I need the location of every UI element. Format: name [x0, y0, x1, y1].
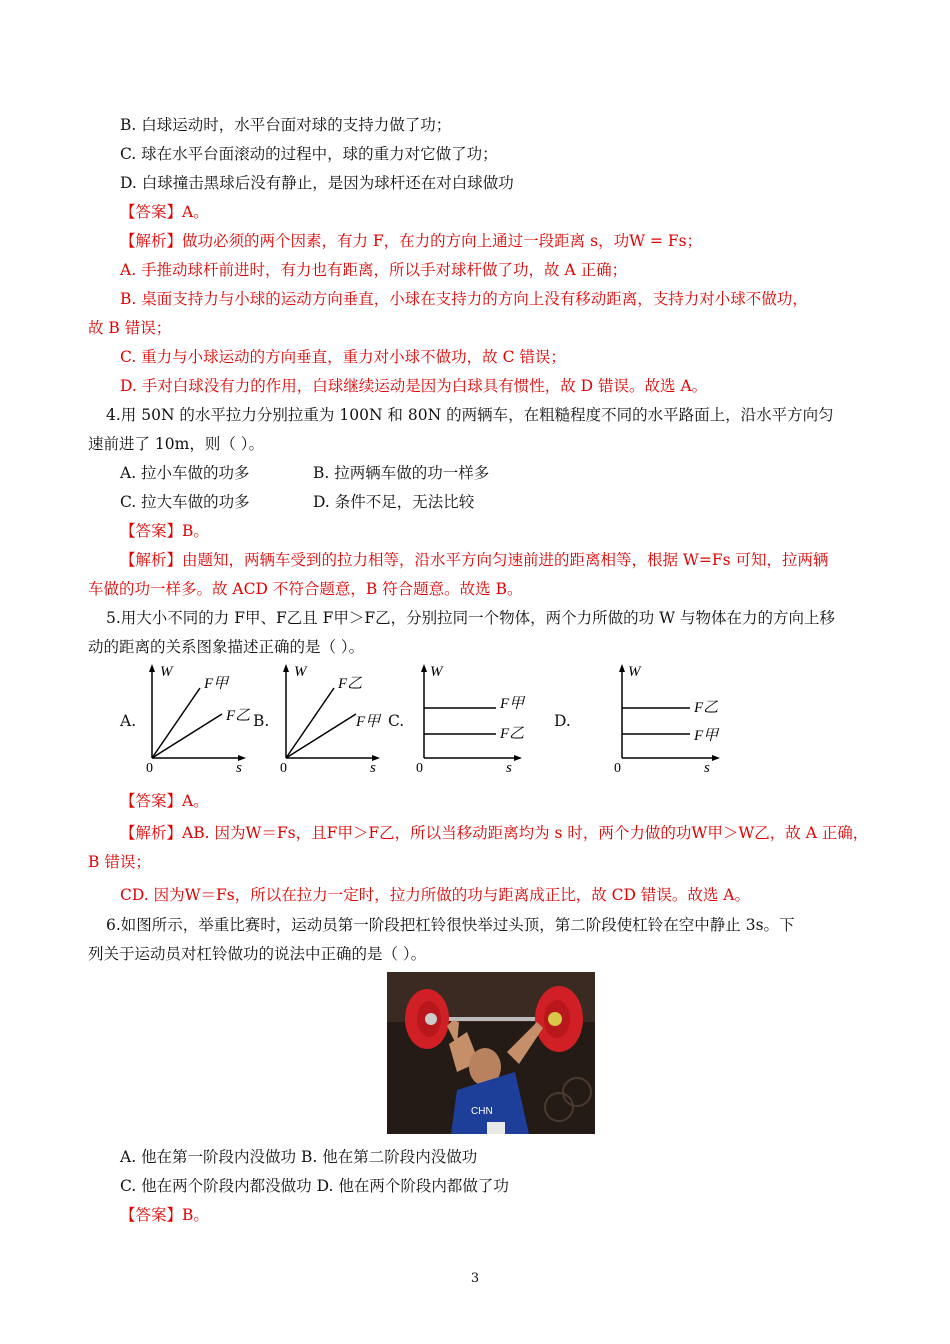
weightlifter-photo	[387, 972, 595, 1134]
graph-d-origin: 0	[614, 761, 621, 774]
q4-explanation-cont: 车做的功一样多。故 ACD 不符合题意，B 符合题意。故选 B。	[88, 580, 523, 598]
graph-c	[410, 662, 534, 774]
q6-stem: 6.如图所示，举重比赛时，运动员第一阶段把杠铃很快举过头顶，第二阶段使杠铃在空中静止 3s。下	[106, 916, 795, 934]
graph-c-w-label: W	[430, 664, 443, 680]
graph-d-label: D.	[554, 712, 571, 730]
q6-answer: 【答案】B。	[120, 1206, 209, 1224]
graph-a	[142, 662, 252, 774]
graph-a-origin: 0	[146, 761, 153, 774]
graph-b-upper-label: F乙	[338, 676, 363, 692]
q3-answer: 【答案】A。	[120, 203, 209, 221]
q4-option-c: C. 拉大车做的功多	[120, 493, 250, 511]
q4-answer: 【答案】B。	[120, 522, 209, 540]
graph-a-lower-label: F乙	[226, 708, 251, 724]
q3-explanation-a: A. 手推动球杆前进时，有力也有距离，所以手对球杆做了功，故 A 正确；	[120, 261, 628, 279]
graph-c-s-label: s	[506, 760, 512, 774]
graph-b-y-arrow	[283, 664, 289, 672]
graph-c-lower-label: F乙	[500, 726, 525, 742]
q5-stem: 5.用大小不同的力 F甲、F乙且 F甲＞F乙，分别拉同一个物体，两个力所做的功 W 与物体在力的方向上移	[106, 609, 835, 627]
graph-a-upper-label: F甲	[204, 676, 229, 692]
graph-a-svg	[142, 662, 252, 774]
graph-d-x-arrow	[712, 755, 720, 761]
graph-a-s-label: s	[236, 760, 242, 774]
q4-option-a: A. 拉小车做的功多	[120, 464, 250, 482]
graph-b-w-label: W	[294, 664, 307, 680]
q3-option-d: D. 白球撞击黑球后没有静止，是因为球杆还在对白球做功	[120, 174, 514, 192]
q4-option-b: B. 拉两辆车做的功一样多	[313, 464, 490, 482]
q3-explanation-b: B. 桌面支持力与小球的运动方向垂直，小球在支持力的方向上没有移动距离，支持力对小球不做功，	[120, 290, 808, 308]
graph-a-line-lower	[152, 714, 222, 758]
weightlifter-illustration	[387, 972, 595, 1134]
graph-b-lower-label: F甲	[356, 714, 381, 730]
q3-explanation-c: C. 重力与小球运动的方向垂直，重力对小球不做功，故 C 错误；	[120, 348, 566, 366]
q5-explanation-ab-cont: B 错误；	[88, 853, 151, 871]
page-number: 3	[470, 1271, 480, 1286]
q5-answer: 【答案】A。	[120, 792, 209, 810]
graph-d-y-arrow	[619, 664, 625, 672]
graph-d-s-label: s	[704, 760, 710, 774]
graph-b-line-lower	[286, 714, 356, 758]
q5-explanation-ab: 【解析】AB. 因为W＝Fs，且F甲＞F乙，所以当移动距离均为 s 时，两个力做的功W甲＞W乙，故 A 正确，	[120, 824, 869, 842]
graph-d-w-label: W	[628, 664, 641, 680]
graph-a-label: A.	[120, 712, 137, 730]
graph-a-line-upper	[152, 688, 200, 758]
graph-d-upper-label: F乙	[694, 700, 719, 716]
q3-explanation-intro: 【解析】做功必须的两个因素，有力 F，在力的方向上通过一段距离 s，功W = Fs；	[120, 232, 703, 250]
q3-option-b: B. 白球运动时，水平台面对球的支持力做了功；	[120, 116, 452, 134]
graph-b-s-label: s	[370, 760, 376, 774]
q3-explanation-d: D. 手对白球没有力的作用，白球继续运动是因为白球具有惯性，故 D 错误。故选 A。	[120, 377, 708, 395]
q4-stem: 4.用 50N 的水平拉力分别拉重为 100N 和 80N 的两辆车，在粗糙程度不同的水平路面上，沿水平方向匀	[106, 406, 834, 424]
q5-stem-cont: 动的距离的关系图象描述正确的是（ ）。	[88, 638, 365, 656]
q3-explanation-b-cont: 故 B 错误；	[88, 319, 172, 337]
graph-a-y-arrow	[149, 664, 155, 672]
q6-option-ab: A. 他在第一阶段内没做功 B. 他在第二阶段内没做功	[120, 1148, 478, 1166]
q4-option-d: D. 条件不足，无法比较	[313, 493, 475, 511]
graph-c-origin: 0	[416, 761, 423, 774]
graph-d	[608, 662, 732, 774]
graph-b-label: B.	[253, 712, 270, 730]
q3-option-c: C. 球在水平台面滚动的过程中，球的重力对它做了功；	[120, 145, 498, 163]
graph-b-svg	[276, 662, 386, 774]
q6-stem-cont: 列关于运动员对杠铃做功的说法中正确的是（ ）。	[88, 945, 427, 963]
svg-text:CHN: CHN	[471, 1106, 493, 1117]
graph-c-upper-label: F甲	[500, 696, 525, 712]
graph-c-svg	[410, 662, 534, 774]
q5-explanation-cd: CD. 因为W＝Fs，所以在拉力一定时，拉力所做的功与距离成正比，故 CD 错误。故选 A。	[120, 886, 750, 904]
graph-c-x-arrow	[514, 755, 522, 761]
graph-d-lower-label: F甲	[694, 728, 719, 744]
graph-b-line-upper	[286, 688, 334, 758]
q4-explanation: 【解析】由题知，两辆车受到的拉力相等，沿水平方向匀速前进的距离相等，根据 W=Fs 可知，拉两辆	[120, 551, 829, 569]
graph-b-origin: 0	[280, 761, 287, 774]
graph-a-w-label: W	[160, 664, 173, 680]
graph-d-svg	[608, 662, 732, 774]
graph-b	[276, 662, 386, 774]
graph-c-y-arrow	[421, 664, 427, 672]
q6-option-cd: C. 他在两个阶段内都没做功 D. 他在两个阶段内都做了功	[120, 1177, 509, 1195]
graph-c-label: C.	[388, 712, 405, 730]
q4-stem-cont: 速前进了 10m，则（ ）。	[88, 435, 265, 453]
